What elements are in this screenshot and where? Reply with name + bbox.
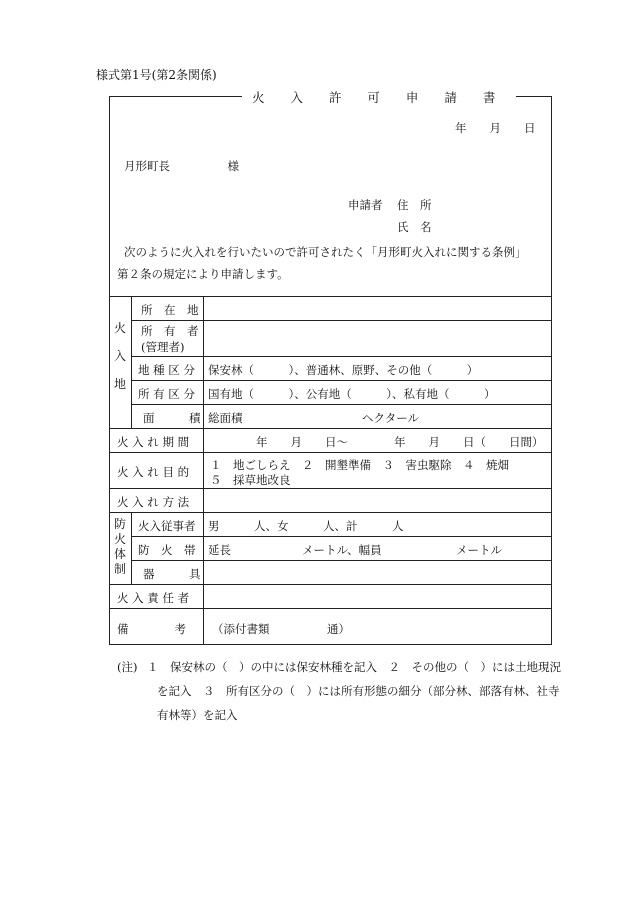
- label-manager: (管理者): [141, 340, 185, 354]
- label-workers: 火入従事者: [138, 519, 196, 533]
- date-line[interactable]: 年 月 日: [455, 121, 536, 135]
- method-field[interactable]: [206, 491, 548, 510]
- row-divider: [109, 584, 552, 585]
- name-label: 氏 名: [397, 220, 432, 234]
- owner-field[interactable]: [206, 323, 548, 354]
- group-char: 体: [113, 547, 126, 561]
- location-field[interactable]: [206, 299, 548, 318]
- applicant-label: 申請者: [348, 198, 383, 212]
- group-char: 防: [113, 517, 126, 531]
- period-field[interactable]: 年 月 日〜 年 月 日（ 日間）: [256, 435, 544, 449]
- label-responsible: 火 入 責 任 者: [117, 591, 190, 605]
- group-char: 火: [113, 321, 126, 335]
- land-type-field[interactable]: 保安林（ ）、普通林、原野、その他（ ）: [208, 363, 479, 377]
- group-char: 火: [113, 532, 126, 546]
- address-label: 住 所: [397, 198, 432, 212]
- label-firebreak: 防 火 帯: [138, 543, 196, 557]
- equipment-field[interactable]: [206, 563, 548, 582]
- firebreak-width-field[interactable]: メートル、幅員: [302, 543, 382, 557]
- row-divider: [131, 536, 552, 537]
- purpose-options-line-2[interactable]: ５ 採草地改良: [210, 473, 291, 487]
- group-label-fire-land: [113, 314, 127, 398]
- label-equipment: 器 具: [143, 567, 201, 581]
- firebreak-unit: メートル: [456, 543, 502, 557]
- firebreak-length-field[interactable]: 延長: [208, 543, 231, 557]
- form-title: 火 入 許 可 申 請 書: [242, 88, 516, 106]
- row-divider: [109, 488, 552, 489]
- ownership-type-field[interactable]: 国有地（ ）、公有地（ ）、私有地（ ）: [208, 387, 496, 401]
- group-char: 地: [113, 377, 126, 391]
- group-label-fire-prevention: [113, 517, 127, 577]
- row-divider: [109, 428, 552, 429]
- remarks-field[interactable]: （添付書類 通）: [212, 622, 350, 636]
- label-purpose: 火 入 れ 目 的: [117, 465, 190, 479]
- row-divider: [131, 560, 552, 561]
- label-remarks: 備 考: [117, 622, 186, 636]
- workers-field[interactable]: 男 人、女 人、計 人: [208, 519, 404, 533]
- group-char: 制: [113, 562, 126, 576]
- label-location: 所 在 地: [141, 303, 199, 317]
- group-column-divider: [131, 296, 132, 428]
- table-top-border: [109, 296, 552, 297]
- body-text-line-2: 第２条の規定により申請します。: [117, 267, 289, 281]
- note-line-2: を記入 ３ 所有区分の（ ）には所有形態の細分（部分林、部落有林、社寺: [157, 684, 560, 698]
- row-divider: [131, 356, 552, 357]
- row-divider: [131, 380, 552, 381]
- responsible-field[interactable]: [206, 587, 548, 606]
- row-divider: [131, 320, 552, 321]
- row-divider: [131, 404, 552, 405]
- purpose-options-line-1[interactable]: １ 地ごしらえ ２ 開墾準備 ３ 害虫駆除 ４ 焼畑: [210, 458, 509, 472]
- area-unit: ヘクタール: [362, 411, 420, 425]
- row-divider: [109, 512, 552, 513]
- note-line-3: 有林等）を記入: [157, 708, 238, 722]
- row-divider: [109, 608, 552, 609]
- label-column-divider: [203, 296, 204, 645]
- group-column-divider: [131, 512, 132, 584]
- label-ownership-type: 所 有 区 分: [138, 387, 195, 401]
- label-owner: 所 有 者: [141, 324, 199, 338]
- label-period: 火 入 れ 期 間: [117, 435, 190, 449]
- label-area: 面 積: [143, 411, 201, 425]
- label-land-type: 地 種 区 分: [138, 363, 195, 377]
- area-field[interactable]: 総面積: [208, 411, 243, 425]
- body-text-line-1: 次のように火入れを行いたいので許可されたく「月形町火入れに関する条例」: [124, 245, 527, 259]
- note-line-1: １ 保安林の（ ）の中には保安林種を記入 ２ その他の（ ）には土地現況: [147, 660, 561, 674]
- note-label: (注): [117, 660, 138, 674]
- addressee: 月形町長 様: [124, 159, 239, 173]
- label-method: 火 入 れ 方 法: [117, 495, 190, 509]
- row-divider: [109, 452, 552, 453]
- form-number: 様式第1号(第2条関係): [96, 68, 217, 82]
- group-char: 入: [113, 349, 126, 363]
